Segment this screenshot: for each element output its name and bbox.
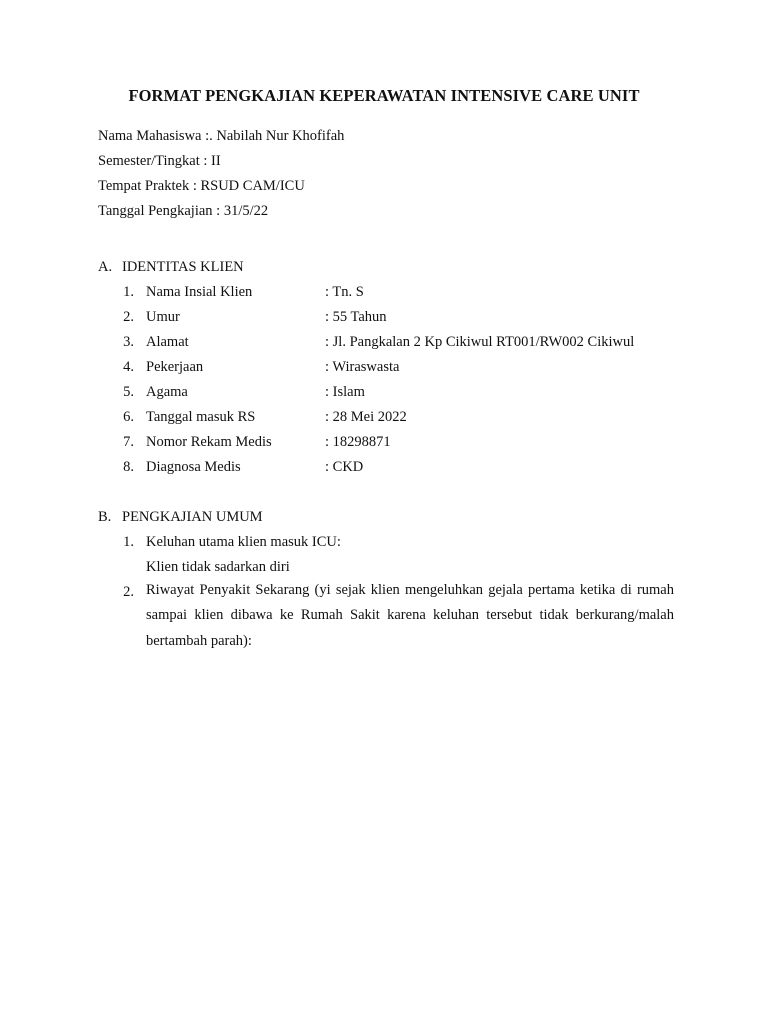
item-value: : CKD [325, 459, 364, 475]
item-number: 2. [123, 584, 134, 600]
item-number: 1. [123, 534, 134, 550]
item-label: Nomor Rekam Medis [146, 434, 272, 450]
semester-level: Semester/Tingkat : II [98, 153, 221, 169]
assessment-date: Tanggal Pengkajian : 31/5/22 [98, 203, 269, 219]
item-number: 3. [123, 334, 134, 350]
practice-place: Tempat Praktek : RSUD CAM/ICU [98, 178, 305, 194]
student-name: Nama Mahasiswa :. Nabilah Nur Khofifah [98, 128, 345, 144]
item-label: Umur [146, 309, 180, 325]
item-value: : Jl. Pangkalan 2 Kp Cikiwul RT001/RW002 Cikiwul [325, 334, 635, 350]
item-label: Agama [146, 384, 188, 400]
item-label: Pekerjaan [146, 359, 204, 375]
item-value: : 55 Tahun [325, 309, 387, 325]
item-number: 4. [123, 359, 134, 375]
item-value: : 28 Mei 2022 [325, 409, 407, 425]
item-label: Diagnosa Medis [146, 459, 241, 475]
item-value: : Islam [325, 384, 365, 400]
section-a-heading: IDENTITAS KLIEN [122, 259, 244, 275]
item-value: : Tn. S [325, 284, 364, 300]
section-b-heading: PENGKAJIAN UMUM [122, 509, 263, 525]
item-number: 7. [123, 434, 134, 450]
item-label: Alamat [146, 334, 189, 350]
section-a-letter: A. [98, 259, 113, 275]
item-value: : Wiraswasta [325, 359, 400, 375]
item-number: 1. [123, 284, 134, 300]
item-label: Tanggal masuk RS [146, 409, 256, 425]
item-value: : 18298871 [325, 434, 391, 450]
item-label: Nama Insial Klien [146, 284, 253, 300]
item-number: 8. [123, 459, 134, 475]
item-number: 2. [123, 309, 134, 325]
section-b-letter: B. [98, 509, 112, 525]
item-number: 5. [123, 384, 134, 400]
item-question: Keluhan utama klien masuk ICU: [146, 534, 341, 550]
document-title: FORMAT PENGKAJIAN KEPERAWATAN INTENSIVE CARE UNIT [128, 86, 640, 105]
item-paragraph: Riwayat Penyakit Sekarang (yi sejak klien mengeluhkan gejala pertama ketika di rumah sampai klien dibawa ke Rumah Sakit karena keluhan tersebut tidak berkurang/malah bertambah parah): [146, 582, 674, 649]
item-answer: Klien tidak sadarkan diri [146, 559, 290, 575]
item-number: 6. [123, 409, 134, 425]
